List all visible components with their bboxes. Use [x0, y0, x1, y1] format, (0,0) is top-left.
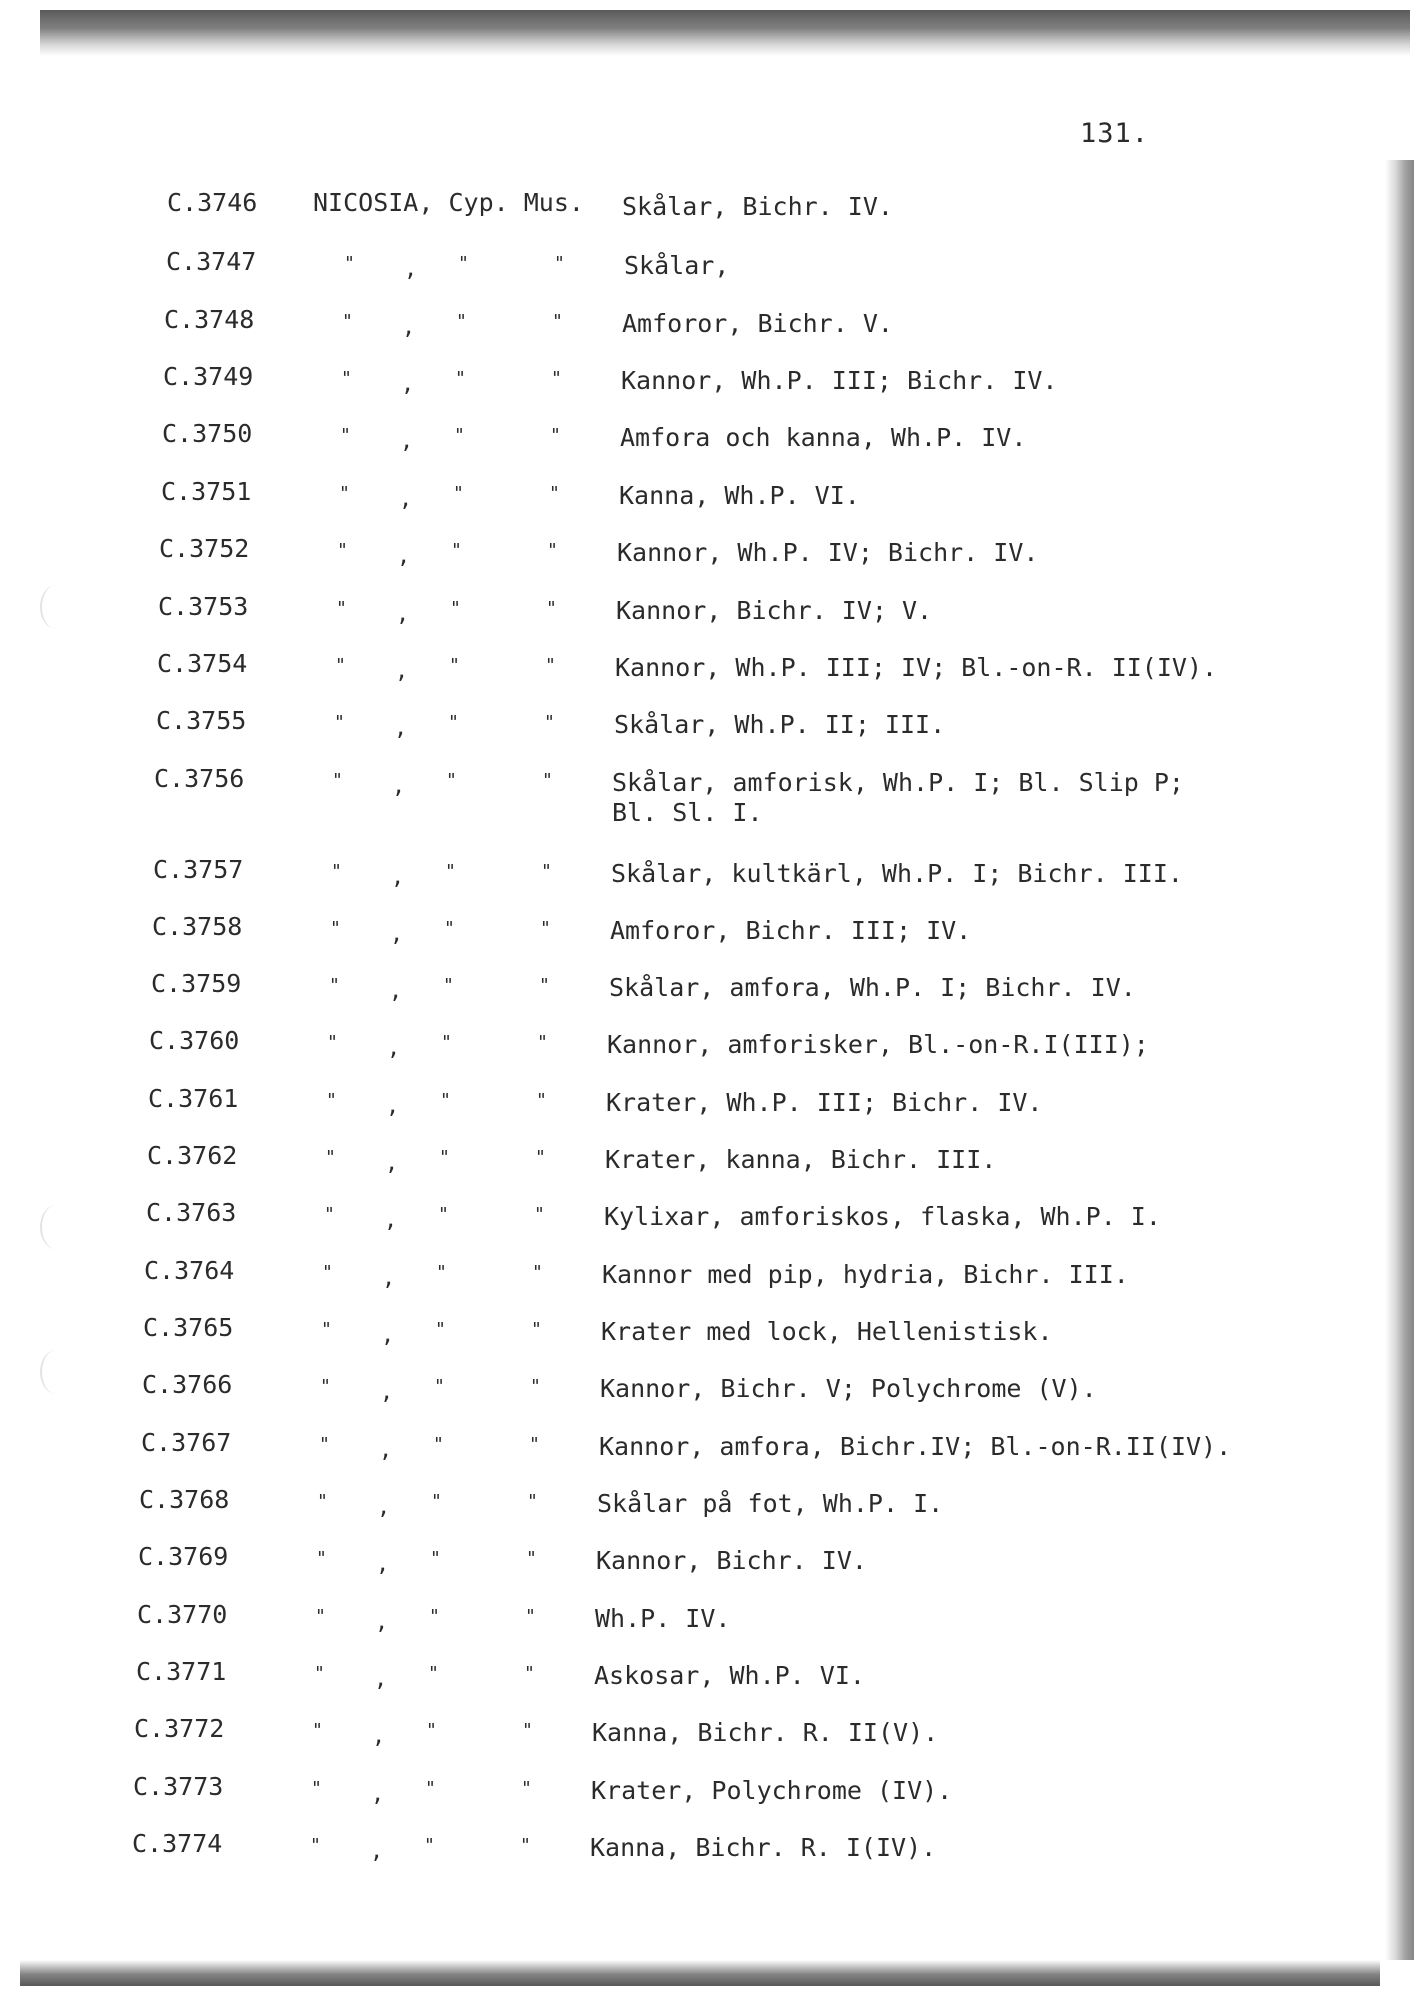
entry-description: Kannor, Bichr. V; Polychrome (V).	[600, 1374, 1097, 1403]
entry-code: C.3773	[133, 1772, 224, 1801]
entry-code: C.3767	[141, 1428, 232, 1457]
ditto-mark: "	[552, 311, 563, 332]
ditto-mark: "	[449, 655, 460, 676]
ditto-mark: "	[336, 598, 347, 619]
ditto-mark: "	[324, 1204, 335, 1225]
entry-description: Kannor, Wh.P. III; IV; Bl.-on-R. II(IV).	[615, 653, 1218, 682]
ditto-mark: "	[439, 1147, 450, 1168]
ditto-mark: "	[339, 483, 350, 504]
entry-code: C.3768	[139, 1485, 230, 1514]
ditto-mark: "	[319, 1434, 330, 1455]
entry-description: Skålar,	[624, 251, 730, 280]
entry-description-continuation: Bl. Sl. I.	[612, 798, 763, 827]
entry-code: C.3756	[154, 764, 245, 793]
ditto-mark: "	[326, 1090, 337, 1111]
entry-code: C.3760	[149, 1026, 240, 1055]
ditto-comma: ,	[397, 544, 411, 569]
ditto-mark: "	[316, 1548, 327, 1569]
scan-shadow-bottom	[20, 1960, 1380, 1986]
ditto-mark: "	[320, 1376, 331, 1397]
scan-shadow-right	[1385, 160, 1414, 1960]
ditto-mark: "	[450, 598, 461, 619]
ditto-mark: "	[335, 655, 346, 676]
entry-code: C.3750	[162, 419, 253, 448]
entry-description: Kannor, Bichr. IV.	[596, 1546, 867, 1575]
scan-shadow-top	[40, 10, 1410, 56]
ditto-mark: "	[325, 1147, 336, 1168]
entry-description: Amfora och kanna, Wh.P. IV.	[620, 423, 1027, 452]
ditto-comma: ,	[376, 1552, 390, 1577]
ditto-mark: "	[310, 1835, 321, 1856]
ditto-mark: "	[327, 1032, 338, 1053]
ditto-comma: ,	[379, 1438, 393, 1463]
ditto-mark: "	[541, 861, 552, 882]
ditto-mark: "	[337, 540, 348, 561]
ditto-mark: "	[521, 1778, 532, 1799]
ditto-mark: "	[441, 1032, 452, 1053]
ditto-mark: "	[321, 1319, 332, 1340]
entry-description: Amforor, Bichr. V.	[622, 309, 893, 338]
entry-description: Amforor, Bichr. III; IV.	[610, 916, 972, 945]
entry-description: Kannor, amfora, Bichr.IV; Bl.-on-R.II(IV).	[599, 1432, 1232, 1461]
ditto-mark: "	[322, 1262, 333, 1283]
ditto-comma: ,	[387, 1036, 401, 1061]
ditto-mark: "	[424, 1835, 435, 1856]
entry-code: C.3759	[151, 969, 242, 998]
ditto-mark: "	[429, 1606, 440, 1627]
page-number: 131.	[1080, 118, 1150, 149]
entry-description: Skålar, Wh.P. II; III.	[614, 710, 946, 739]
ditto-mark: "	[544, 712, 555, 733]
entry-code: C.3757	[153, 855, 244, 884]
ditto-mark: "	[527, 1491, 538, 1512]
ditto-comma: ,	[374, 1667, 388, 1692]
entry-code: C.3762	[147, 1141, 238, 1170]
entry-description: Skålar, amforisk, Wh.P. I; Bl. Slip P; Bl. Sl. I.	[612, 768, 1184, 827]
museum-name: NICOSIA, Cyp. Mus.	[313, 188, 584, 217]
ditto-mark: "	[312, 1720, 323, 1741]
ditto-comma: ,	[380, 1380, 394, 1405]
ditto-comma: ,	[377, 1495, 391, 1520]
entry-description: Kannor med pip, hydria, Bichr. III.	[602, 1260, 1129, 1289]
ditto-mark: "	[440, 1090, 451, 1111]
entry-code: C.3753	[158, 592, 249, 621]
ditto-mark: "	[436, 1262, 447, 1283]
ditto-mark: "	[315, 1606, 326, 1627]
ditto-comma: ,	[386, 1094, 400, 1119]
ditto-mark: "	[428, 1663, 439, 1684]
entry-code: C.3763	[146, 1198, 237, 1227]
ditto-mark: "	[537, 1032, 548, 1053]
ditto-mark: "	[454, 425, 465, 446]
ditto-comma: ,	[401, 372, 415, 397]
ditto-mark: "	[340, 425, 351, 446]
entry-description: Kanna, Bichr. R. I(IV).	[590, 1833, 937, 1862]
ditto-mark: "	[524, 1663, 535, 1684]
entry-code: C.3754	[157, 649, 248, 678]
entry-description: Skålar på fot, Wh.P. I.	[597, 1489, 944, 1518]
ditto-mark: "	[535, 1147, 546, 1168]
entry-code: C.3761	[148, 1084, 239, 1113]
ditto-comma: ,	[395, 659, 409, 684]
ditto-comma: ,	[399, 487, 413, 512]
ditto-mark: "	[453, 483, 464, 504]
ditto-comma: ,	[371, 1782, 385, 1807]
entry-code: C.3770	[137, 1600, 228, 1629]
ditto-mark: "	[545, 655, 556, 676]
ditto-mark: "	[536, 1090, 547, 1111]
entry-description: Kanna, Wh.P. VI.	[619, 481, 860, 510]
ditto-mark: "	[525, 1606, 536, 1627]
ditto-mark: "	[551, 368, 562, 389]
ditto-mark: "	[531, 1319, 542, 1340]
ditto-mark: "	[426, 1720, 437, 1741]
ditto-mark: "	[332, 770, 343, 791]
entry-description: Kanna, Bichr. R. II(V).	[592, 1718, 939, 1747]
entry-code: C.3764	[144, 1256, 235, 1285]
ditto-comma: ,	[392, 774, 406, 799]
ditto-mark: "	[520, 1835, 531, 1856]
entry-code: C.3758	[152, 912, 243, 941]
ditto-mark: "	[435, 1319, 446, 1340]
entry-code: C.3765	[143, 1313, 234, 1342]
ditto-mark: "	[341, 368, 352, 389]
ditto-mark: "	[444, 918, 455, 939]
ditto-mark: "	[311, 1778, 322, 1799]
ditto-comma: ,	[396, 602, 410, 627]
entry-description: Wh.P. IV.	[595, 1604, 731, 1633]
entry-code: C.3755	[156, 706, 247, 735]
ditto-mark: "	[314, 1663, 325, 1684]
entry-code: C.3771	[136, 1657, 227, 1686]
entry-description: Krater, Polychrome (IV).	[591, 1776, 953, 1805]
ditto-mark: "	[344, 253, 355, 274]
entry-code: C.3748	[164, 305, 255, 334]
punch-hole	[40, 1350, 72, 1394]
ditto-comma: ,	[389, 979, 403, 1004]
ditto-mark: "	[451, 540, 462, 561]
entry-code: C.3746	[167, 188, 258, 217]
ditto-mark: "	[456, 311, 467, 332]
ditto-mark: "	[434, 1376, 445, 1397]
ditto-mark: "	[522, 1720, 533, 1741]
ditto-comma: ,	[370, 1839, 384, 1864]
entry-description: Skålar, kultkärl, Wh.P. I; Bichr. III.	[611, 859, 1183, 888]
ditto-mark: "	[317, 1491, 328, 1512]
ditto-comma: ,	[384, 1208, 398, 1233]
ditto-mark: "	[329, 975, 340, 996]
ditto-mark: "	[530, 1376, 541, 1397]
entry-description: Kannor, amforisker, Bl.-on-R.I(III);	[607, 1030, 1149, 1059]
ditto-comma: ,	[382, 1266, 396, 1291]
ditto-comma: ,	[385, 1151, 399, 1176]
entry-code: C.3747	[166, 247, 257, 276]
ditto-mark: "	[547, 540, 558, 561]
entry-description: Kannor, Wh.P. III; Bichr. IV.	[621, 366, 1058, 395]
ditto-comma: ,	[390, 922, 404, 947]
ditto-mark: "	[550, 425, 561, 446]
ditto-comma: ,	[391, 865, 405, 890]
ditto-mark: "	[546, 598, 557, 619]
entry-code: C.3774	[132, 1829, 223, 1858]
entry-description: Krater, Wh.P. III; Bichr. IV.	[606, 1088, 1043, 1117]
ditto-mark: "	[458, 253, 469, 274]
ditto-comma: ,	[400, 429, 414, 454]
ditto-mark: "	[445, 861, 456, 882]
ditto-mark: "	[540, 918, 551, 939]
entry-description: Skålar, Bichr. IV.	[622, 192, 893, 221]
ditto-mark: "	[549, 483, 560, 504]
ditto-mark: "	[532, 1262, 543, 1283]
ditto-mark: "	[534, 1204, 545, 1225]
punch-hole	[40, 585, 72, 629]
ditto-mark: "	[334, 712, 345, 733]
ditto-mark: "	[330, 918, 341, 939]
punch-hole	[40, 1205, 72, 1249]
ditto-mark: "	[554, 253, 565, 274]
entry-description: Askosar, Wh.P. VI.	[594, 1661, 865, 1690]
ditto-comma: ,	[372, 1724, 386, 1749]
ditto-mark: "	[342, 311, 353, 332]
ditto-mark: "	[331, 861, 342, 882]
ditto-mark: "	[431, 1491, 442, 1512]
entry-code: C.3752	[159, 534, 250, 563]
ditto-mark: "	[448, 712, 459, 733]
entry-code: C.3769	[138, 1542, 229, 1571]
ditto-comma: ,	[381, 1323, 395, 1348]
ditto-mark: "	[425, 1778, 436, 1799]
entry-description: Skålar, amfora, Wh.P. I; Bichr. IV.	[609, 973, 1136, 1002]
entry-code: C.3772	[134, 1714, 225, 1743]
ditto-comma: ,	[402, 315, 416, 340]
entry-description: Kannor, Wh.P. IV; Bichr. IV.	[617, 538, 1039, 567]
entry-description: Krater med lock, Hellenistisk.	[601, 1317, 1053, 1346]
ditto-mark: "	[539, 975, 550, 996]
ditto-mark: "	[526, 1548, 537, 1569]
ditto-comma: ,	[375, 1610, 389, 1635]
entry-code: C.3766	[142, 1370, 233, 1399]
ditto-comma: ,	[404, 257, 418, 282]
entry-description: Kylixar, amforiskos, flaska, Wh.P. I.	[604, 1202, 1161, 1231]
entry-code: C.3749	[163, 362, 254, 391]
entry-description: Kannor, Bichr. IV; V.	[616, 596, 933, 625]
ditto-mark: "	[446, 770, 457, 791]
ditto-mark: "	[438, 1204, 449, 1225]
ditto-mark: "	[443, 975, 454, 996]
entry-code: C.3751	[161, 477, 252, 506]
ditto-mark: "	[455, 368, 466, 389]
ditto-mark: "	[433, 1434, 444, 1455]
ditto-comma: ,	[394, 716, 408, 741]
ditto-mark: "	[430, 1548, 441, 1569]
entry-description: Krater, kanna, Bichr. III.	[605, 1145, 997, 1174]
ditto-mark: "	[542, 770, 553, 791]
ditto-mark: "	[529, 1434, 540, 1455]
